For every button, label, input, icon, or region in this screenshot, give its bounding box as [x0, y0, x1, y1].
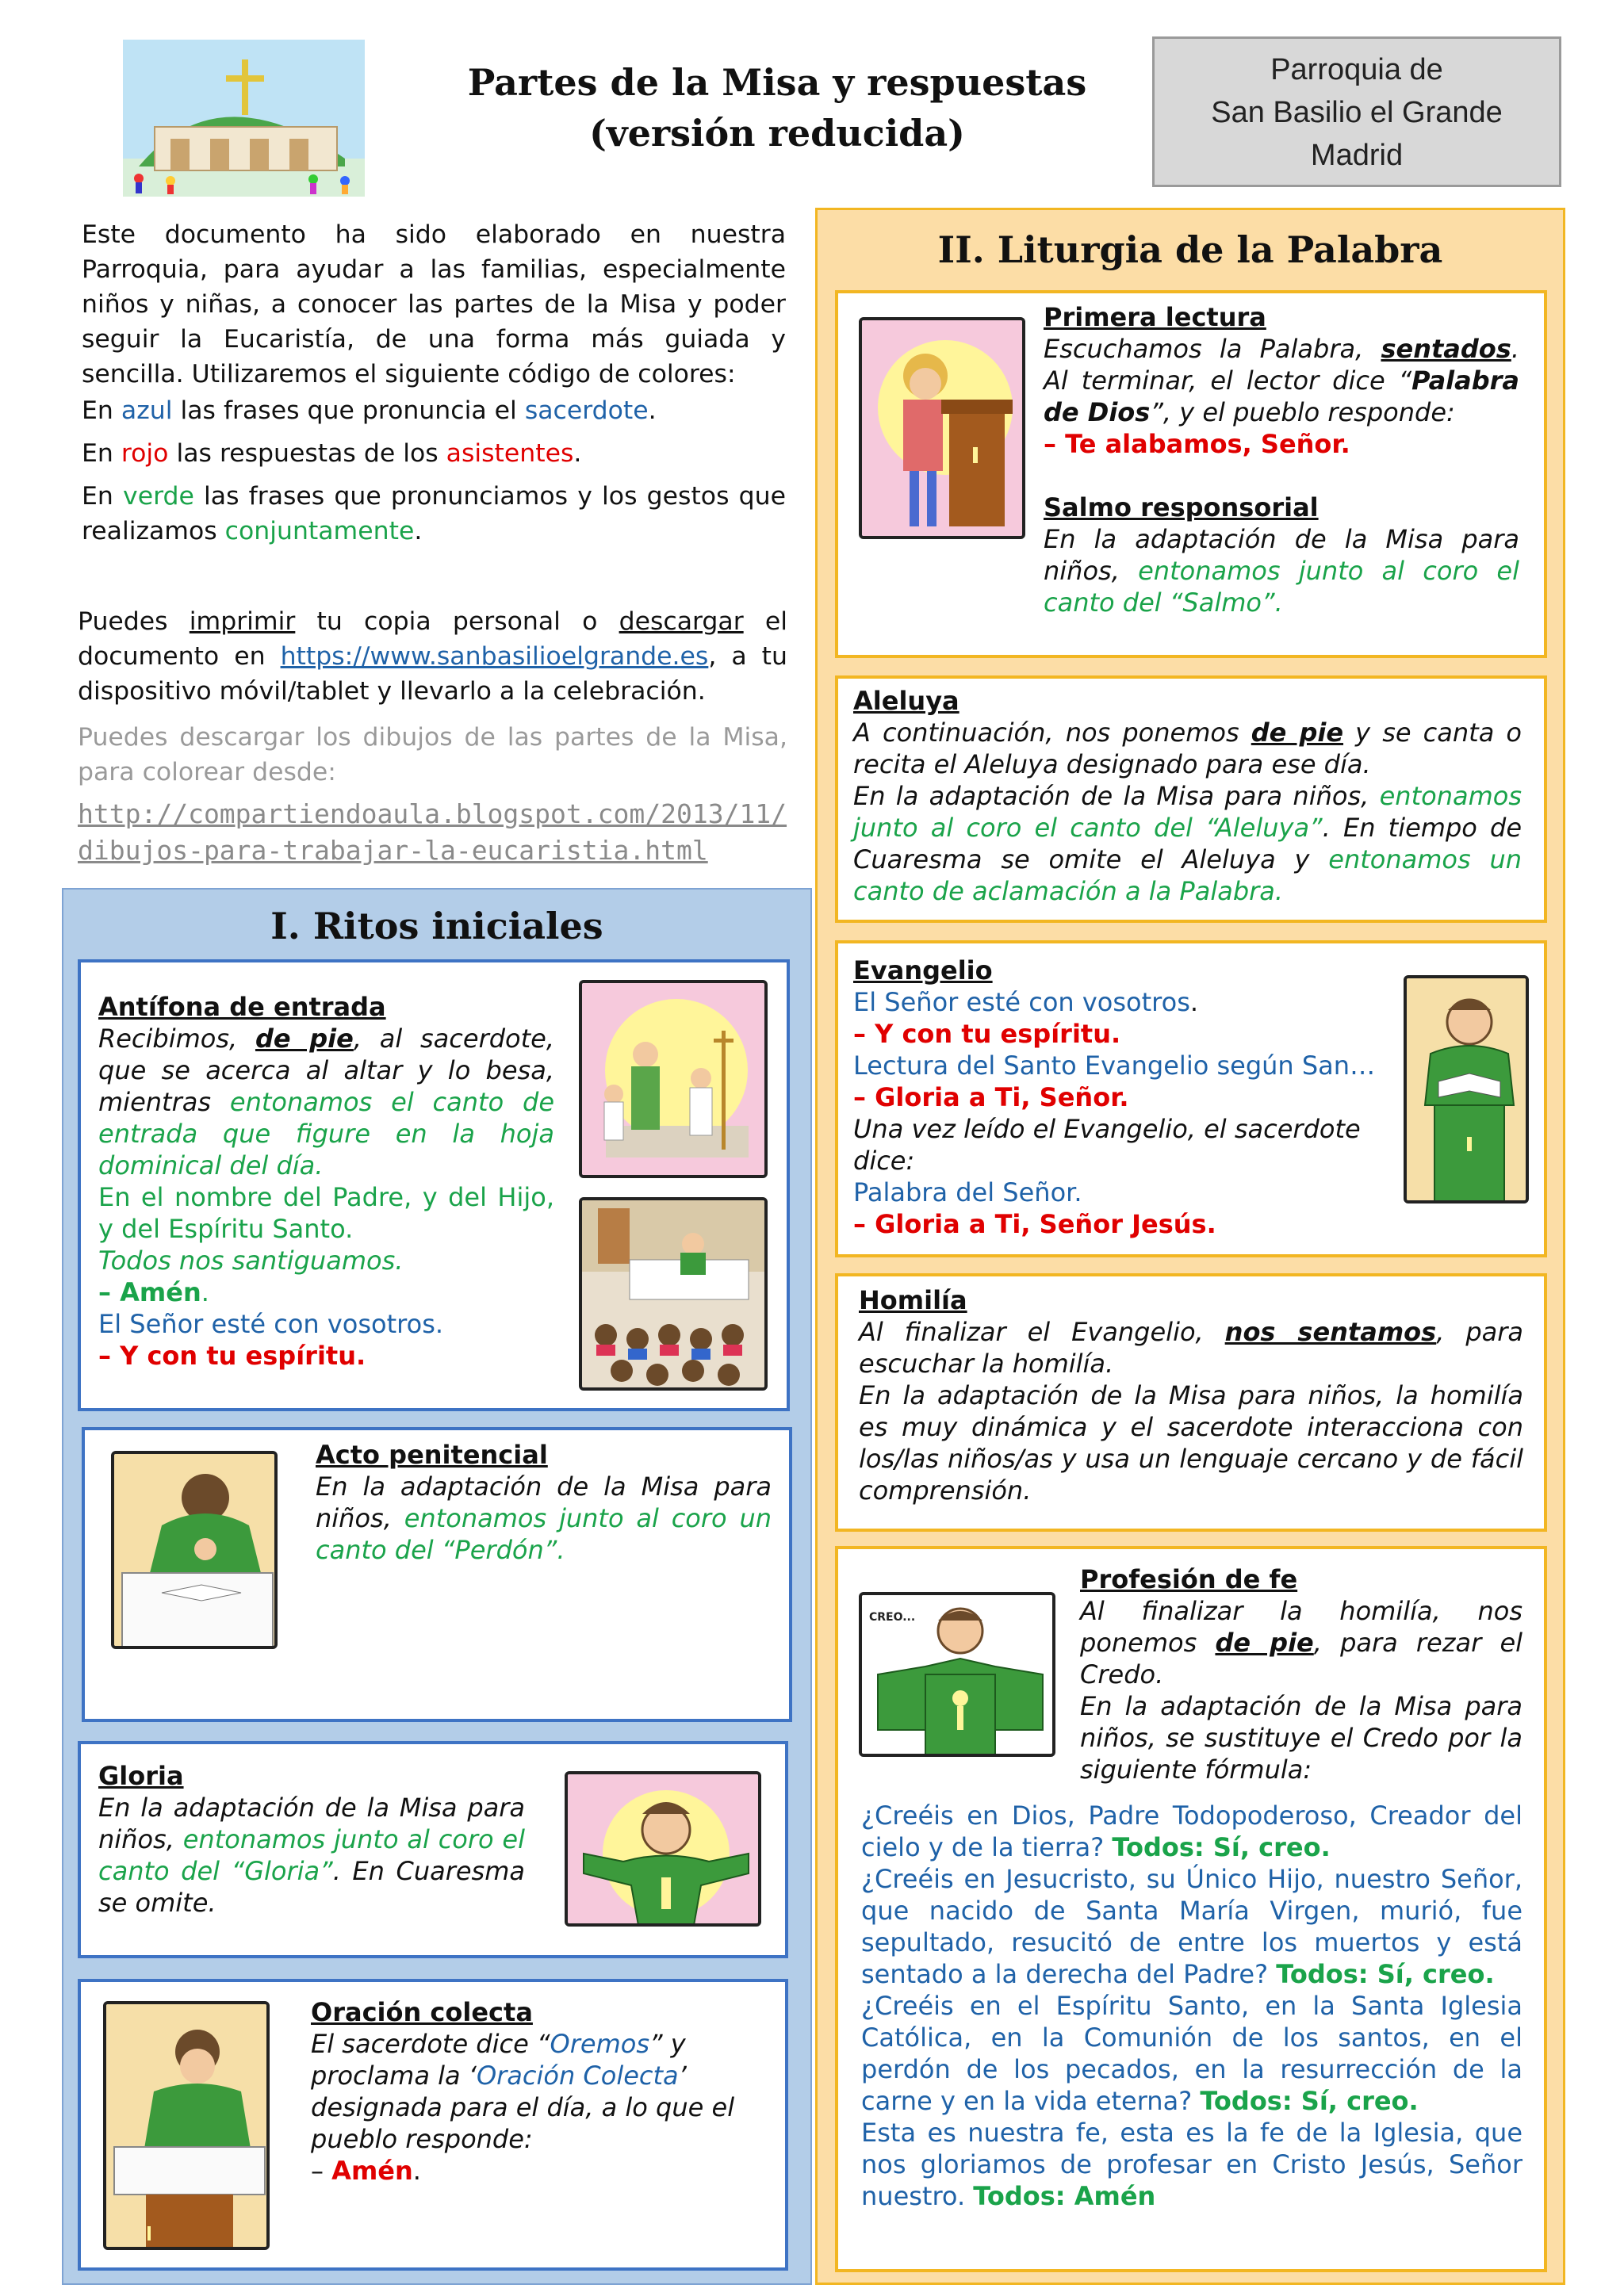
download-word: descargar — [619, 607, 744, 636]
print-text: tu copia personal o — [295, 607, 619, 636]
homilia-text — [859, 1284, 1523, 1506]
legend-red-word: asistentes — [446, 439, 574, 468]
intro-red-legend — [82, 436, 786, 471]
drawings-text: Puedes descargar los dibujos de las partes de la Misa, para colorear desde: — [78, 723, 787, 786]
oracion-text-part: ’ designada para el día, a lo que el pueblo responde: — [311, 2061, 735, 2154]
homilia-body2: En la adaptación de la Misa para niños, la homilía es muy dinámica y el sacerdote interacciona con los/las niños/as y usa un lenguaje cercano y de fácil comprensión. — [859, 1380, 1523, 1506]
page-title — [412, 57, 1142, 159]
antifona-body — [98, 1023, 554, 1181]
primera-text-part: ”, y el pueblo responde: — [1150, 397, 1455, 427]
evangelio-dot: . — [1189, 987, 1199, 1017]
creed-question-3 — [861, 1990, 1522, 2117]
parish-line2: San Basilio el Grande — [1211, 96, 1503, 129]
primera-text-part: . Al terminar, el lector dice “ — [1044, 334, 1519, 396]
antifona-heading: Antífona de entrada — [98, 992, 386, 1022]
drawings-link[interactable] — [78, 796, 795, 869]
gloria-heading: Gloria — [98, 1761, 184, 1791]
collect-prayer-image — [103, 2001, 270, 2250]
aleluya-text-part: A continuación, nos ponemos — [853, 718, 1251, 748]
entrance-procession-image — [579, 980, 768, 1178]
oracion-amen — [311, 2155, 759, 2187]
legend-text: . — [648, 396, 657, 425]
legend-text: En — [82, 396, 121, 425]
aleluya-text-part: y se canta o recita el Aleluya designado para ese día. — [853, 718, 1522, 779]
palabra-del-senor: Palabra del Señor. — [853, 1177, 1082, 1207]
palabra-de-dios-text: Palabra de Dios — [1044, 365, 1519, 427]
oremos-text: Oremos — [550, 2029, 649, 2059]
profesion-fe-body2: En la adaptación de la Misa para niños, se sustituye el Credo por la siguiente fórmula: — [1080, 1691, 1522, 1785]
print-text: el documento en — [78, 607, 787, 671]
gloria-green-text: entonamos junto al coro el canto del “Gloria” — [98, 1824, 526, 1886]
legend-text: . — [414, 517, 423, 545]
evangelio-response3: – Gloria a Ti, Señor Jesús. — [853, 1209, 1216, 1239]
antifona-text-part: Recibimos, — [98, 1024, 255, 1054]
acto-penitencial-heading: Acto penitencial — [316, 1440, 548, 1470]
creed-question-text: ¿Creéis en el Espíritu Santo, en la Santa Iglesia Católica, en la Comunión de los santos, en el perdón de los pecados, en la resurrección de la carne y en la vida eterna? — [861, 1991, 1522, 2116]
acto-penitencial-body — [316, 1471, 772, 1566]
primera-text-part: Escuchamos la Palabra, — [1044, 334, 1381, 364]
creed-speech-bubble: CREO... — [869, 1611, 916, 1624]
oracion-colecta-body — [311, 2028, 759, 2155]
de-pie-emphasis: de pie — [1251, 718, 1344, 748]
intro-paragraph: Este documento ha sido elaborado en nuestra Parroquia, para ayudar a las familias, especialmente niños y niñas, a conocer las partes de la Misa y poder seguir la Eucaristía, de una forma más guiada y sencilla. Utilizaremos el siguiente código de colores: — [82, 220, 786, 388]
amen-dot: . — [412, 2156, 421, 2186]
legend-blue-word: sacerdote — [524, 396, 649, 425]
legend-text: las frases que pronunciamos y los gestos que realizamos — [82, 482, 786, 545]
oracion-colecta-blue: Oración Colecta — [476, 2061, 679, 2091]
intro-green-legend — [82, 479, 786, 549]
drawings-link-line1[interactable]: http://compartiendoaula.blogspot.com/2013/11/ — [78, 798, 787, 829]
gloria-text — [98, 1760, 525, 1919]
legend-green-word: conjuntamente — [224, 517, 415, 545]
print-text: , a tu dispositivo móvil/tablet y llevarlo a la celebración. — [78, 642, 787, 706]
legend-text: las respuestas de los — [168, 439, 446, 468]
evangelio-response1: – Y con tu espíritu. — [853, 1019, 1121, 1049]
salmo-heading: Salmo responsorial — [1044, 492, 1319, 522]
homilia-heading: Homilía — [859, 1285, 967, 1315]
oracion-text-part: ” y proclama la ‘ — [311, 2029, 686, 2091]
oracion-colecta-heading: Oración colecta — [311, 1997, 533, 2027]
legend-text: En — [82, 439, 121, 468]
print-text: Puedes — [78, 607, 190, 636]
penitential-prayer-image — [111, 1451, 278, 1649]
de-pie-emphasis: de pie — [255, 1024, 354, 1054]
sentados-emphasis: sentados — [1381, 334, 1511, 364]
creed-closing — [861, 2117, 1522, 2212]
print-word: imprimir — [189, 607, 296, 636]
creed-question-1 — [861, 1800, 1522, 1863]
aleluya-heading: Aleluya — [853, 686, 959, 716]
page-title-line2: (versión reducida) — [589, 112, 965, 155]
evangelio-after: Una vez leído el Evangelio, el sacerdote dice: — [853, 1114, 1361, 1176]
parish-box — [1152, 36, 1561, 187]
oracion-text-part: El sacerdote dice “ — [311, 2029, 550, 2059]
amen-text: Amén — [331, 2156, 413, 2186]
gloria-text-part: . En Cuaresma se omite. — [98, 1856, 525, 1918]
salmo-green-text: entonamos junto al coro el canto del “Salmo”. — [1044, 556, 1520, 618]
creed-response: Todos: Sí, creo. — [1276, 1959, 1495, 1989]
intro-section — [82, 217, 786, 549]
gospel-priest-image — [1404, 975, 1529, 1203]
drawings-link-line2[interactable]: dibujos-para-trabajar-la-eucaristia.html — [78, 835, 708, 866]
legend-text: las frases que pronuncia el — [172, 396, 525, 425]
amen-dot: . — [201, 1277, 209, 1307]
intro-blue-legend — [82, 393, 786, 428]
oracion-colecta-text — [311, 1996, 759, 2187]
creed-question-text: ¿Creéis en Jesucristo, su Único Hijo, nuestro Señor, que nacido de Santa María Virgen, murió, fue sepultado, resucitó de entre los muertos y está sentado a la derecha del Padre? — [861, 1864, 1522, 1989]
mass-congregation-image — [579, 1197, 768, 1391]
acto-text-part: En la adaptación de la Misa para niños, — [316, 1471, 772, 1533]
creed-question-text: ¿Creéis en Dios, Padre Todopoderoso, Creador del cielo y de la tierra? — [861, 1800, 1522, 1862]
parish-website-link[interactable]: https://www.sanbasilioelgrande.es — [280, 642, 709, 671]
aleluya-body2 — [853, 780, 1522, 907]
gloria-text-part: En la adaptación de la Misa para niños, — [98, 1793, 525, 1854]
profesion-fe-intro — [1080, 1563, 1522, 1785]
profesion-fe-heading: Profesión de fe — [1080, 1564, 1298, 1594]
legend-text: . — [573, 439, 582, 468]
people-response: – Y con tu espíritu. — [98, 1341, 366, 1371]
profesion-text-part: , para rezar el Credo. — [1080, 1628, 1523, 1689]
primera-lectura-heading: Primera lectura — [1044, 302, 1266, 332]
legend-green-word: verde — [123, 482, 194, 511]
creed-response: Todos: Amén — [973, 2181, 1156, 2211]
liturgia-palabra-title: II. Liturgia de la Palabra — [937, 228, 1443, 271]
amen-response — [98, 1276, 554, 1308]
salmo-text-part: En la adaptación de la Misa para niños, — [1044, 524, 1519, 586]
evangelio-greeting-text: El Señor esté con vosotros — [853, 987, 1190, 1017]
evangelio-greeting — [853, 986, 1408, 1018]
aleluya-body1 — [853, 717, 1522, 780]
church-illustration — [123, 40, 365, 197]
drawings-paragraph — [78, 720, 787, 790]
gloria-body — [98, 1792, 525, 1919]
acto-penitencial-text — [316, 1439, 772, 1566]
legend-text: En — [82, 482, 124, 511]
parish-line1: Parroquia de — [1270, 53, 1443, 86]
homilia-text-part: , para escuchar la homilía. — [859, 1317, 1523, 1379]
nos-sentamos-emphasis: nos sentamos — [1224, 1317, 1437, 1347]
priest-greeting: El Señor esté con vosotros. — [98, 1309, 444, 1339]
antifona-text-part: , al sacerdote, que se acerca al altar y lo besa, mientras — [98, 1024, 555, 1117]
homilia-text-part: Al finalizar el Evangelio, — [859, 1317, 1225, 1347]
amen-text: – Amén — [98, 1277, 201, 1307]
legend-red-word: rojo — [121, 439, 169, 468]
ritos-iniciales-title: I. Ritos iniciales — [270, 905, 603, 947]
creed-formula — [861, 1800, 1522, 2212]
aleluya-text-part: En la adaptación de la Misa para niños, — [853, 781, 1380, 811]
acto-green-text: entonamos junto al coro un canto del “Perdón”. — [316, 1503, 772, 1565]
te-alabamos-response: – Te alabamos, Señor. — [1044, 429, 1350, 459]
aleluya-green-text: entonamos un canto de aclamación a la Palabra. — [853, 844, 1522, 906]
santiguamos-text: Todos nos santiguamos. — [98, 1246, 404, 1276]
creed-response: Todos: Sí, creo. — [1200, 2086, 1419, 2116]
profesion-fe-body1 — [1080, 1595, 1522, 1690]
homilia-body1 — [859, 1316, 1523, 1380]
salmo-body — [1044, 523, 1519, 618]
evangelio-text — [853, 955, 1408, 1240]
evangelio-heading: Evangelio — [853, 955, 993, 985]
legend-blue-word: azul — [121, 396, 173, 425]
antifona-green-text: entonamos el canto de entrada que figure en la hoja dominical del día. — [98, 1087, 555, 1181]
print-paragraph — [78, 604, 787, 709]
trinity-formula: En el nombre del Padre, y del Hijo, y del Espíritu Santo. — [98, 1182, 554, 1244]
primera-lectura-body — [1044, 333, 1519, 428]
aleluya-text — [853, 685, 1522, 907]
creed-response: Todos: Sí, creo. — [1112, 1832, 1331, 1862]
creed-closing-text: Esta es nuestra fe, esta es la fe de la Iglesia, que nos gloriamos de profesar en Cristo Jesús, Señor nuestro. — [861, 2118, 1522, 2211]
primera-lectura-text — [1044, 301, 1519, 618]
evangelio-announcement: Lectura del Santo Evangelio según San… — [853, 1050, 1376, 1081]
gloria-priest-image — [565, 1771, 761, 1927]
profesion-text-part: Al finalizar la homilía, nos ponemos — [1080, 1596, 1522, 1658]
antifona-text — [98, 991, 554, 1372]
creed-question-2 — [861, 1863, 1522, 1990]
evangelio-response2: – Gloria a Ti, Señor. — [853, 1082, 1129, 1112]
de-pie-emphasis: de pie — [1215, 1628, 1314, 1658]
reader-image — [859, 317, 1025, 539]
amen-dash: – — [311, 2156, 332, 2186]
aleluya-green-text: entonamos junto al coro el canto del “Aleluya” — [853, 781, 1522, 843]
aleluya-text-part: . En tiempo de Cuaresma se omite el Aleluya y — [853, 813, 1522, 874]
parish-line3: Madrid — [1310, 139, 1404, 172]
page-title-line1: Partes de la Misa y respuestas — [467, 61, 1087, 104]
